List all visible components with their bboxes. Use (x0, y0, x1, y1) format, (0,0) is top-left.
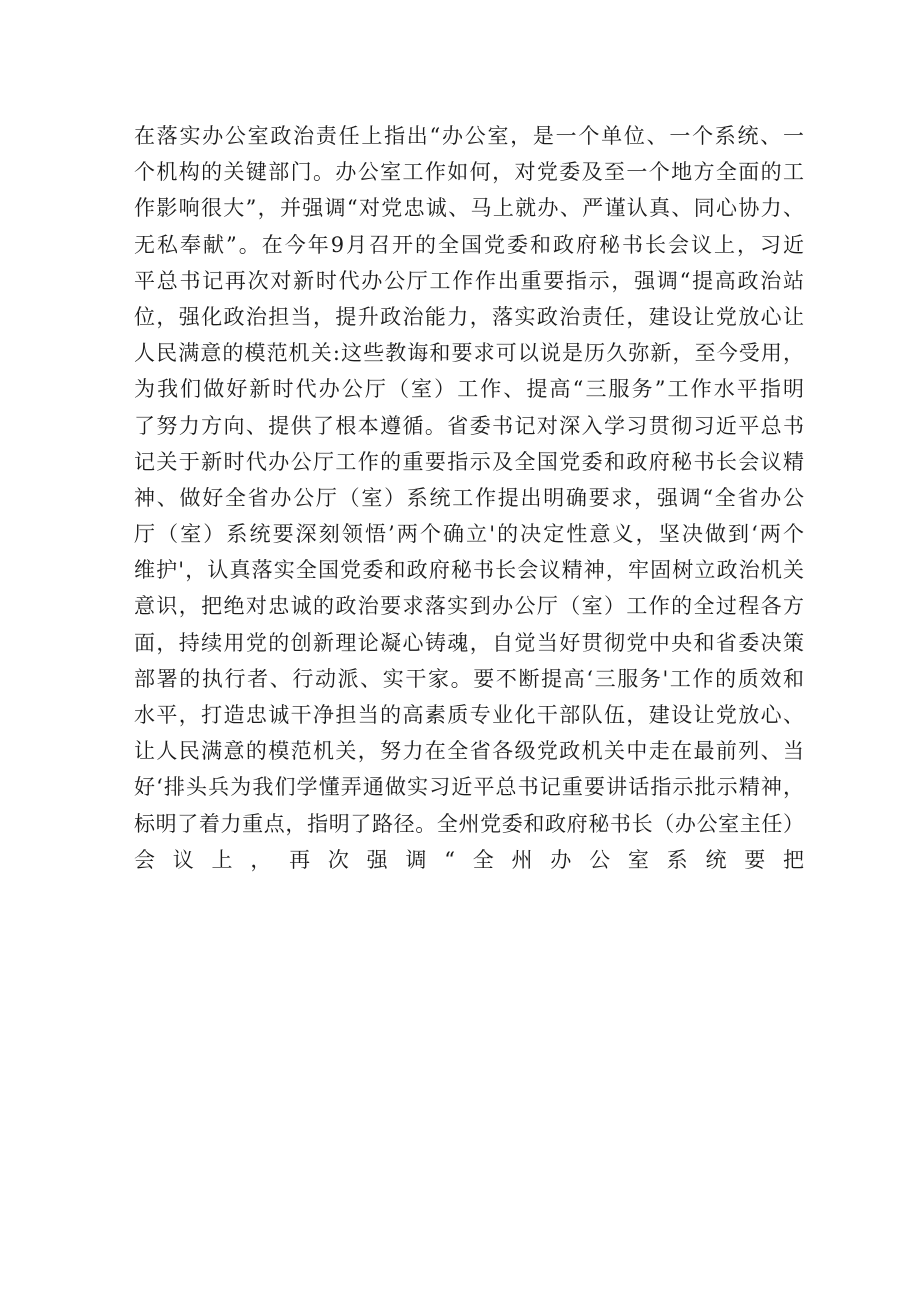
text-line-6: 位，强化政治担当，提升政治能力，落实政治责任，建设让党放心让 (134, 304, 804, 329)
text-line-7: 人民满意的模范机关:这些教诲和要求可以说是历久弥新，至今受用， (134, 341, 804, 366)
text-line-9: 了努力方向、提供了根本遵循。省委书记对深入学习贯彻习近平总书 (134, 413, 804, 438)
text-line-5: 平总书记再次对新时代办公厅工作作出重要指示，强调“提高政治站 (134, 268, 804, 293)
text-line-17: 水平，打造忠诚干净担当的高素质专业化干部队伍，建设让党放心、 (134, 703, 804, 727)
text-line-20: 标明了着力重点，指明了路径。全州党委和政府秘书长（办公室主任） (134, 811, 804, 836)
text-line-1: 在落实办公室政治责任上指出“办公室，是一个单位、一个系统、一 (134, 124, 804, 148)
text-line-8: 为我们做好新时代办公厅（室）工作、提高“三服务”工作水平指明 (134, 377, 804, 402)
text-line-2: 个机构的关键部门。办公室工作如何，对党委及至一个地方全面的工 (134, 160, 804, 185)
text-line-4: 无私奉献”。在今年9月召开的全国党委和政府秘书长会议上，习近 (134, 232, 804, 257)
text-line-16: 部署的执行者、行动派、实干家。要不断提高‘三服务'工作的质效和 (134, 666, 804, 691)
text-line-14: 意识，把绝对忠诚的政治要求落实到办公厅（室）工作的全过程各方 (134, 594, 804, 619)
text-line-18: 让人民满意的模范机关，努力在全省各级党政机关中走在最前列、当 (134, 739, 804, 764)
text-line-10: 记关于新时代办公厅工作的重要指示及全国党委和政府秘书长会议精 (134, 449, 804, 474)
body-paragraph (134, 118, 804, 878)
text-line-15: 面，持续用党的创新理论凝心铸魂，自觉当好贯彻党中央和省委决策 (134, 630, 804, 655)
text-line-21: 会议上，再次强调“全州办公室系统要把 (134, 847, 804, 872)
text-line-13: 维护'，认真落实全国党委和政府秘书长会议精神，牢固树立政治机关 (134, 558, 804, 583)
text-line-12: 厅（室）系统要深刻领悟’两个确立'的决定性意义，坚决做到‘两个 (134, 522, 804, 547)
text-line-19: 好‘排头兵为我们学懂弄通做实习近平总书记重要讲话指示批示精神， (134, 775, 804, 800)
text-line-11: 神、做好全省办公厅（室）系统工作提出明确要求，强调“全省办公 (134, 485, 804, 510)
text-line-3: 作影响很大”，并强调“对党忠诚、马上就办、严谨认真、同心协力、 (134, 196, 804, 221)
